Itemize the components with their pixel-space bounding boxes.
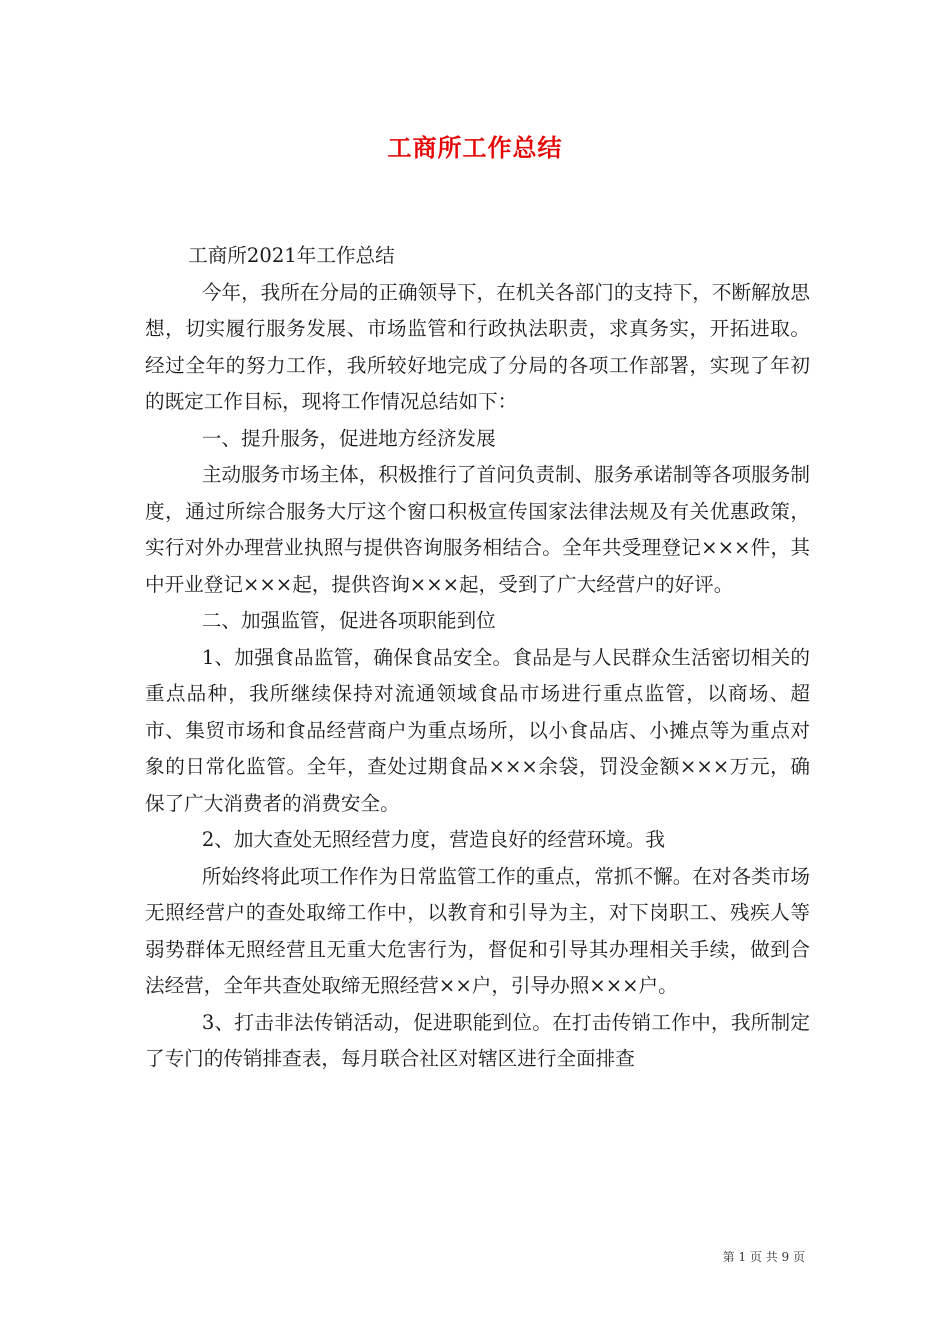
item-3-paragraph: 3、打击非法传销活动，促进职能到位。在打击传销工作中，我所制定了专门的传销排查表，每月联合社区对辖区进行全面排查 bbox=[145, 1010, 810, 1070]
item-2-paragraph: 所始终将此项工作作为日常监管工作的重点，常抓不懈。在对各类市场无照经营户的查处取缔工作中，以教育和引导为主，对下岗职工、残疾人等弱势群体无照经营且无重大危害行为，督促和引导其办理相关手续，做到合法经营，全年共查处取缔无照经营××户，引导办照×××户。 bbox=[145, 864, 810, 997]
document-title: 工商所工作总结 bbox=[387, 134, 563, 162]
section-heading-2: 二、加强监管，促进各项职能到位 bbox=[201, 609, 496, 632]
subtitle-paragraph: 工商所2021年工作总结 bbox=[188, 244, 395, 267]
intro-paragraph: 今年，我所在分局的正确领导下，在机关各部门的支持下，不断解放思想，切实履行服务发展、市场监管和行政执法职责，求真务实，开拓进取。经过全年的努力工作，我所较好地完成了分局的各项工作部署，实现了年初的既定工作目标，现将工作情况总结如下： bbox=[145, 280, 810, 413]
item-1-paragraph: 1、加强食品监管，确保食品安全。食品是与人民群众生活密切相关的重点品种，我所继续保持对流通领域食品市场进行重点监管，以商场、超市、集贸市场和食品经营商户为重点场所，以小食品店、小摊点等为重点对象的日常化监管。全年，查处过期食品×××余袋，罚没金额×××万元，确保了广大消费者的消费安全。 bbox=[145, 645, 810, 815]
item-2-heading: 2、加大查处无照经营力度，营造良好的经营环境。我 bbox=[201, 828, 665, 851]
section-heading-1: 一、提升服务，促进地方经济发展 bbox=[201, 426, 496, 450]
page-number: 第 1 页 共 9 页 bbox=[722, 1250, 805, 1264]
document-body bbox=[145, 238, 810, 1078]
section-1-paragraph: 主动服务市场主体，积极推行了首问负责制、服务承诺制等各项服务制度，通过所综合服务大厅这个窗口积极宣传国家法律法规及有关优惠政策，实行对外办理营业执照与提供咨询服务相结合。全年共受理登记×××件，其中开业登记×××起，提供咨询×××起，受到了广大经营户的好评。 bbox=[145, 463, 810, 596]
